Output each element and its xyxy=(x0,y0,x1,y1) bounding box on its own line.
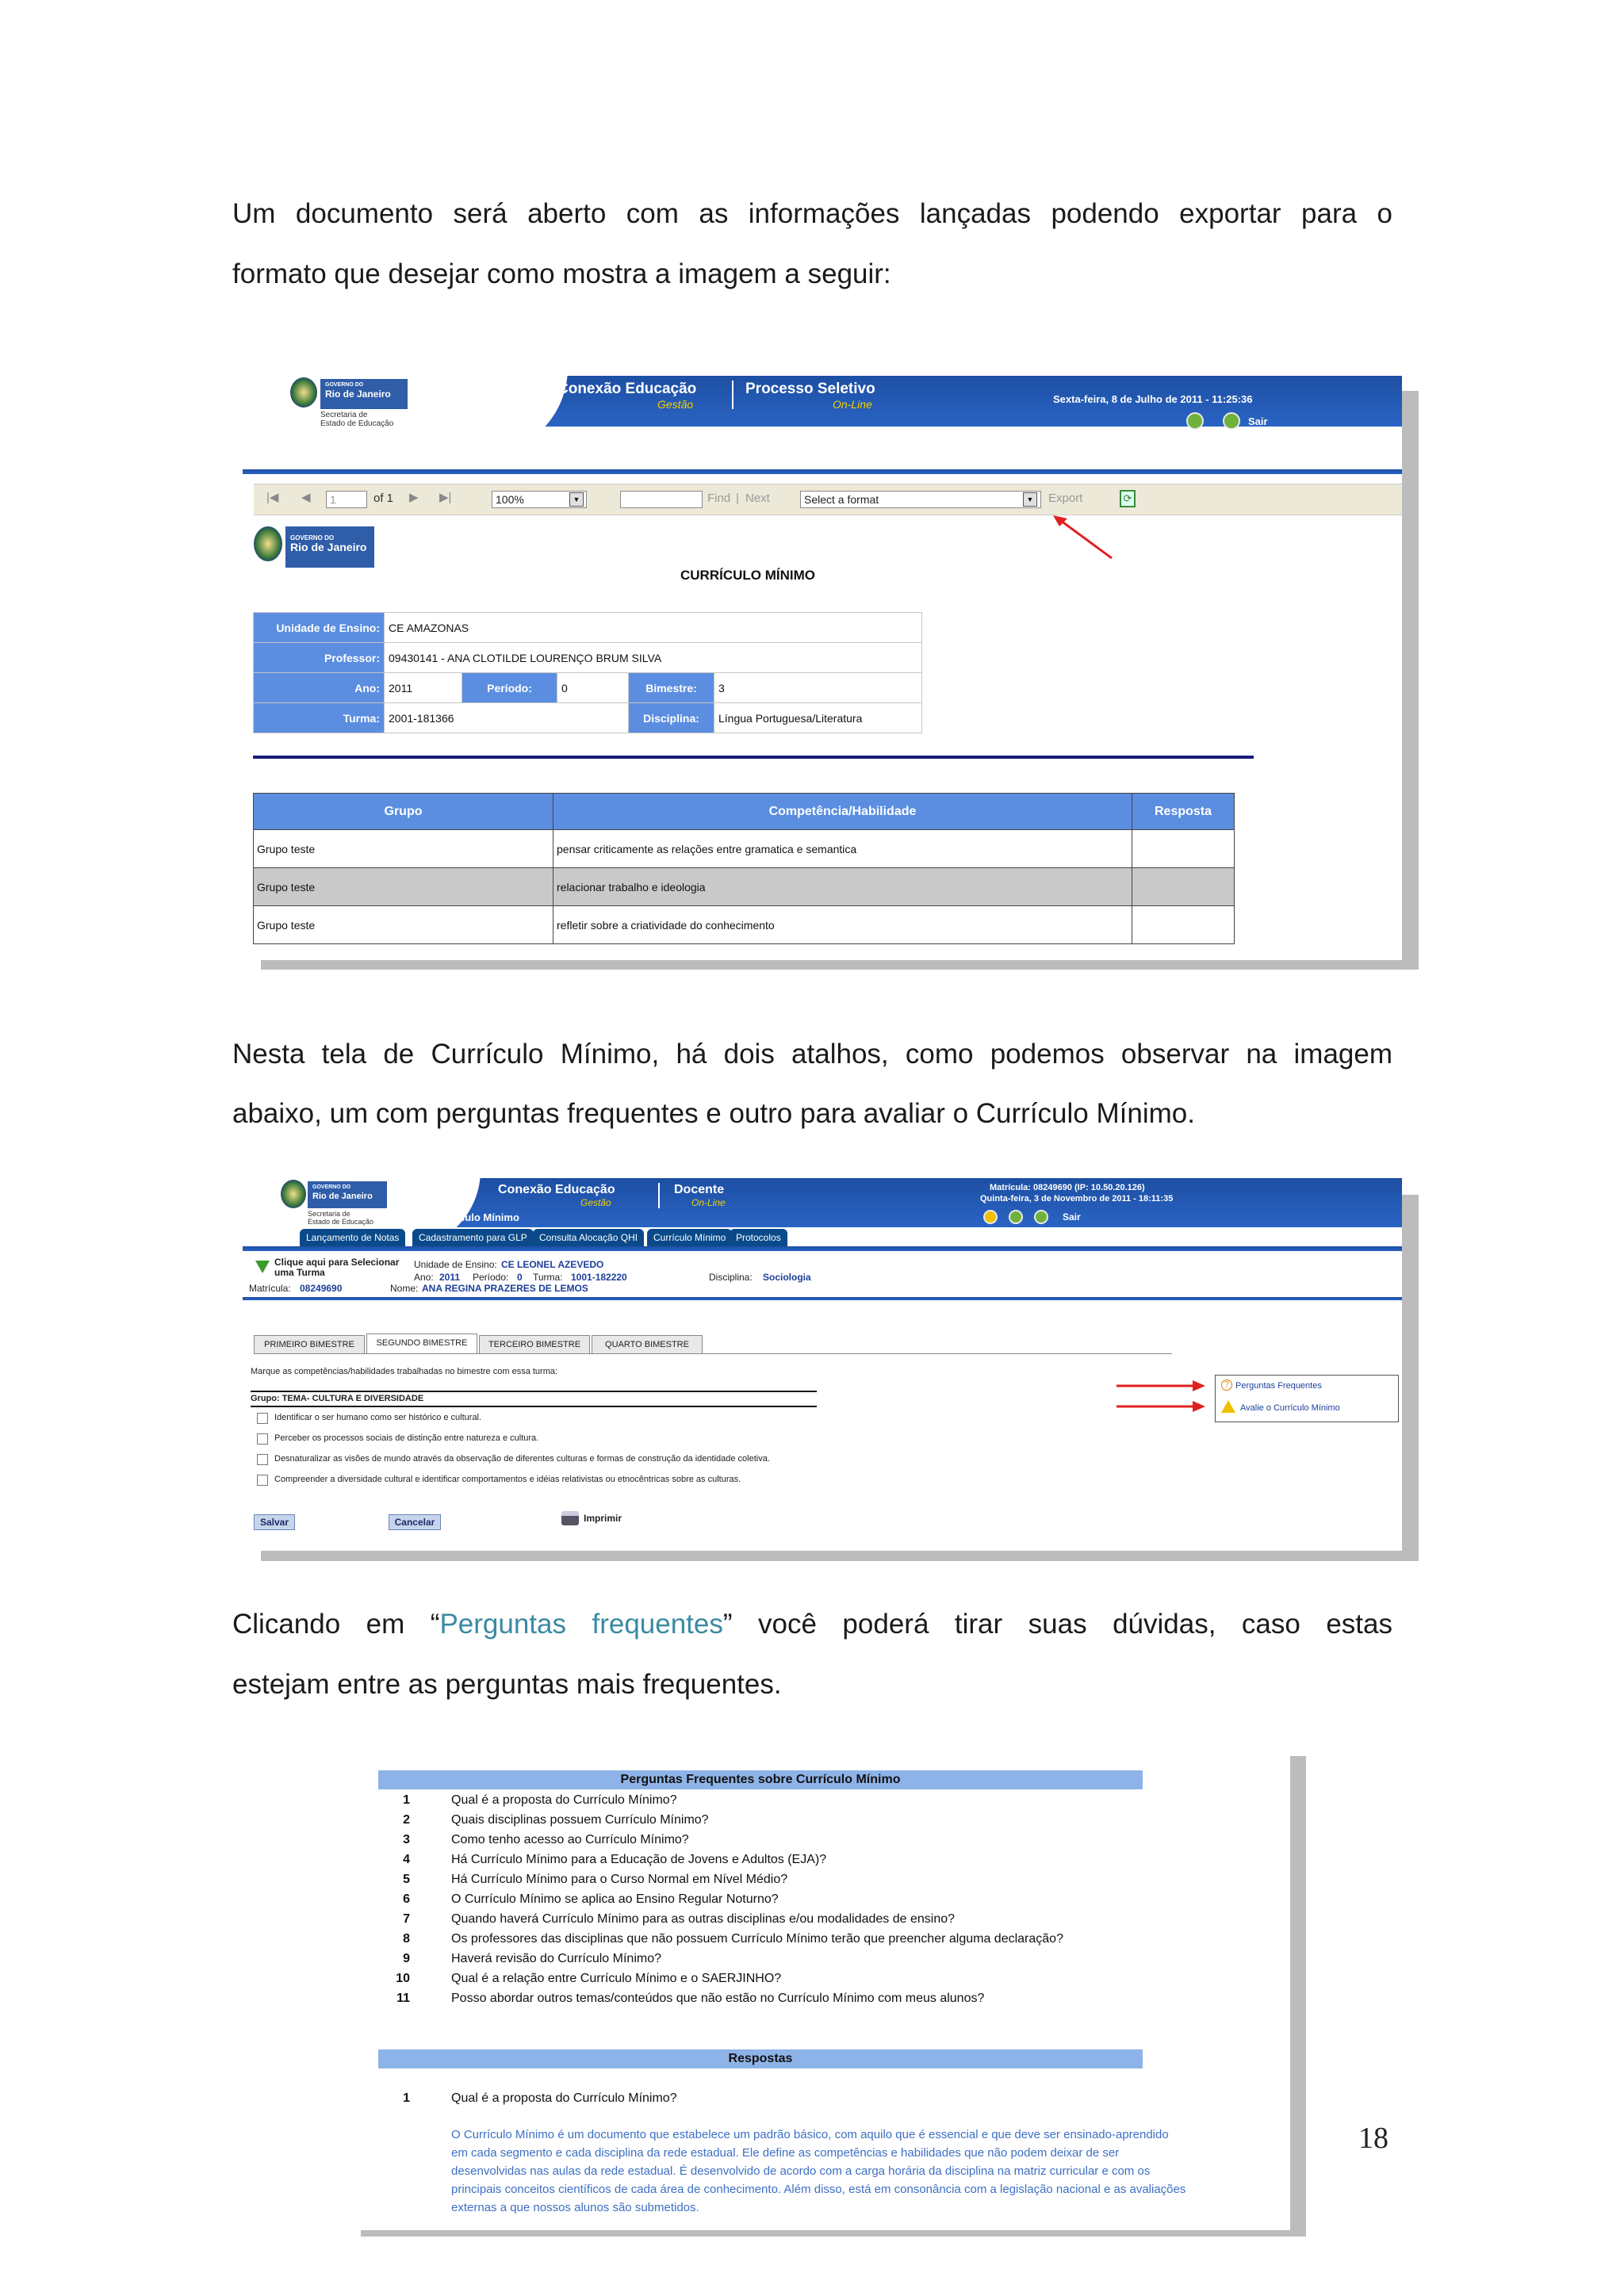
professor-value: 09430141 - ANA CLOTILDE LOURENÇO BRUM SILVA xyxy=(385,643,922,673)
bimestre-value: 3 xyxy=(714,673,922,703)
grid-cell: Grupo teste xyxy=(254,830,553,868)
printer-icon[interactable] xyxy=(561,1511,579,1525)
logo-subtitle: Secretaria de Estado de Educação xyxy=(308,1210,374,1226)
exit-link[interactable]: Sair xyxy=(1248,415,1268,427)
exit-link[interactable]: Sair xyxy=(1063,1211,1081,1223)
home-icon[interactable] xyxy=(983,1210,998,1224)
professor-label: Professor: xyxy=(254,643,385,673)
header-title-2: Processo Seletivo xyxy=(745,381,875,397)
report-logo: GOVERNO DO Rio de Janeiro xyxy=(285,526,374,568)
grid-cell xyxy=(1132,830,1235,868)
ano-value: 2011 xyxy=(439,1272,461,1283)
logo-rio: GOVERNO DO Rio de Janeiro xyxy=(320,379,408,409)
print-link[interactable]: Imprimir xyxy=(584,1513,622,1524)
grid-cell: relacionar trabalho e ideologia xyxy=(553,868,1132,906)
competency-checkbox[interactable] xyxy=(257,1433,268,1445)
matricula-label: Matrícula: xyxy=(249,1283,291,1294)
crest-icon xyxy=(290,377,317,408)
export-link[interactable]: Export xyxy=(1048,492,1083,505)
prev-page-button[interactable]: ◀ xyxy=(301,491,311,504)
grid-header-grupo: Grupo xyxy=(254,794,553,830)
exit-icon[interactable] xyxy=(1034,1210,1048,1224)
group-top-rule xyxy=(251,1391,817,1392)
select-turma-link[interactable]: Clique aqui para Selecionar uma Turma xyxy=(274,1257,400,1278)
find-link[interactable]: Find xyxy=(707,492,731,505)
first-page-button[interactable]: |◀ xyxy=(266,491,279,504)
header-title-1: Conexão Educação xyxy=(557,381,697,397)
competency-label: Perceber os processos sociais de distinção entre natureza e cultura. xyxy=(274,1433,539,1443)
ano-label: Ano: xyxy=(254,673,385,703)
ano-value: 2011 xyxy=(385,673,462,703)
refresh-icon[interactable]: ⟳ xyxy=(1120,490,1136,507)
nav-tab-qhi[interactable]: Consulta Alocação QHI xyxy=(533,1229,644,1246)
download-icon[interactable] xyxy=(1009,1210,1023,1224)
tab-terceiro-bimestre[interactable]: TERCEIRO BIMESTRE xyxy=(479,1335,590,1354)
header-datetime: Quinta-feira, 3 de Novembro de 2011 - 18:11:35 xyxy=(980,1194,1174,1203)
table-row xyxy=(254,830,1235,868)
competency-label: Identificar o ser humano como ser histórico e cultural. xyxy=(274,1413,482,1422)
answers-title: Respostas xyxy=(378,2049,1143,2068)
group-bottom-rule xyxy=(251,1406,817,1407)
tab-segundo-bimestre[interactable]: SEGUNDO BIMESTRE xyxy=(366,1334,477,1354)
table-row xyxy=(254,868,1235,906)
bimestre-label: Bimestre: xyxy=(629,673,714,703)
report-crest-icon xyxy=(254,526,282,561)
unidade-label: Unidade de Ensino: xyxy=(414,1259,497,1270)
ano-label: Ano: xyxy=(414,1272,434,1283)
zoom-dropdown-icon[interactable]: ▼ xyxy=(569,492,584,507)
format-dropdown-icon[interactable]: ▼ xyxy=(1023,492,1037,507)
para3-line-2: estejam entre as perguntas mais frequentes. xyxy=(232,1669,782,1700)
nome-label: Nome: xyxy=(390,1283,419,1294)
save-button[interactable]: Salvar xyxy=(254,1514,295,1530)
grid-cell: Grupo teste xyxy=(254,906,553,944)
intro-line-1: Um documento será aberto com as informações lançadas podendo exportar para o xyxy=(232,198,1392,229)
para3-line-1: Clicando em “Perguntas frequentes” você poderá tirar suas dúvidas, caso estas xyxy=(232,1609,1392,1640)
grid-header-resposta: Resposta xyxy=(1132,794,1235,830)
periodo-label: Período: xyxy=(462,673,557,703)
header-divider xyxy=(658,1183,660,1208)
header-subtitle-1: Gestão xyxy=(580,1197,611,1208)
matricula-value: 08249690 xyxy=(300,1283,343,1294)
next-page-button[interactable]: ▶ xyxy=(409,491,419,504)
header-subtitle-1: Gestão xyxy=(657,398,694,411)
cancel-button[interactable]: Cancelar xyxy=(389,1514,441,1530)
page-count: of 1 xyxy=(373,492,394,505)
group-title: Grupo: TEMA- CULTURA E DIVERSIDADE xyxy=(251,1394,424,1403)
unidade-label: Unidade de Ensino: xyxy=(254,613,385,643)
unidade-value: CE AMAZONAS xyxy=(385,613,922,643)
table-row xyxy=(254,906,1235,944)
select-turma-icon[interactable] xyxy=(255,1261,270,1273)
grid-cell xyxy=(1132,868,1235,906)
logo-subtitle: Secretaria de Estado de Educação xyxy=(320,411,394,428)
header-title-2: Docente xyxy=(674,1183,725,1196)
grid-cell: refletir sobre a criatividade do conhecimento xyxy=(553,906,1132,944)
nome-value: ANA REGINA PRAZERES DE LEMOS xyxy=(422,1283,588,1294)
periodo-label: Período: xyxy=(473,1272,509,1283)
grid-cell: pensar criticamente as relações entre gramatica e semantica xyxy=(553,830,1132,868)
disciplina-value: Sociologia xyxy=(763,1272,811,1283)
competency-label: Desnaturalizar as visões de mundo através da observação de diferentes culturas e formas de construção da identidade coletiva. xyxy=(274,1454,770,1464)
crest-icon xyxy=(281,1180,306,1208)
grid-cell: Grupo teste xyxy=(254,868,553,906)
disciplina-value: Língua Portuguesa/Literatura xyxy=(714,703,922,733)
disciplina-label: Disciplina: xyxy=(709,1272,753,1283)
competency-checkbox[interactable] xyxy=(257,1454,268,1465)
warning-icon xyxy=(1221,1400,1235,1413)
tabs-baseline xyxy=(254,1353,1172,1354)
header-subtitle-2: On-Line xyxy=(691,1197,726,1208)
tab-quarto-bimestre[interactable]: QUARTO BIMESTRE xyxy=(592,1335,703,1354)
instruction-text: Marque as competências/habilidades trabalhadas no bimestre com essa turma: xyxy=(251,1367,558,1376)
periodo-value: 0 xyxy=(557,673,629,703)
header-datetime: Sexta-feira, 8 de Julho de 2011 - 11:25:36 xyxy=(1053,393,1253,405)
tab-primeiro-bimestre[interactable]: PRIMEIRO BIMESTRE xyxy=(254,1335,365,1354)
competency-checkbox[interactable] xyxy=(257,1475,268,1486)
info-underline xyxy=(243,1297,1402,1300)
header-divider xyxy=(732,381,733,409)
nav-underline xyxy=(243,1246,1402,1251)
arrow-annotation-icon xyxy=(1051,514,1115,561)
exit-icon[interactable] xyxy=(1223,412,1240,430)
competency-label: Compreender a diversidade cultural e identificar comportamentos e idéias relativistas ou etnocêntricas sobre as culturas. xyxy=(274,1475,741,1484)
arrow-evaluate-icon xyxy=(1115,1400,1207,1413)
header-subtitle-2: On-Line xyxy=(833,398,872,411)
intro-line-2: formato que desejar como mostra a imagem a seguir: xyxy=(232,258,891,289)
header-underline xyxy=(243,469,1402,474)
unidade-value: CE LEONEL AZEVEDO xyxy=(501,1259,604,1270)
turma-value: 2001-181366 xyxy=(385,703,629,733)
zoom-select[interactable]: 100% xyxy=(492,491,587,508)
competencies-table xyxy=(253,793,1235,944)
grid-header-competencia: Competência/Habilidade xyxy=(553,794,1132,830)
faq-link[interactable]: Perguntas Frequentes xyxy=(1235,1381,1322,1391)
competency-checkbox[interactable] xyxy=(257,1413,268,1424)
header-matricula: Matrícula: 08249690 (IP: 10.50.20.126) xyxy=(990,1183,1145,1192)
logo-rio: GOVERNO DO Rio de Janeiro xyxy=(308,1181,387,1208)
header-title-1: Conexão Educação xyxy=(498,1183,615,1196)
module-name: Currículo Mínimo xyxy=(435,1211,519,1223)
next-link[interactable]: Next xyxy=(745,492,770,505)
arrow-faq-icon xyxy=(1115,1380,1207,1392)
evaluate-link[interactable]: Avalie o Currículo Mínimo xyxy=(1240,1403,1340,1413)
periodo-value: 0 xyxy=(517,1272,523,1283)
turma-label: Turma: xyxy=(533,1272,563,1283)
faq-title: Perguntas Frequentes sobre Currículo Mínimo xyxy=(378,1770,1143,1789)
home-icon[interactable] xyxy=(1186,412,1204,430)
turma-label: Turma: xyxy=(254,703,385,733)
screenshot-1 xyxy=(243,376,1402,960)
help-icon: ? xyxy=(1221,1380,1232,1391)
para2-line-1: Nesta tela de Currículo Mínimo, há dois atalhos, como podemos observar na imagem xyxy=(232,1039,1392,1070)
faq-reference: Perguntas frequentes xyxy=(439,1609,723,1640)
disciplina-label: Disciplina: xyxy=(629,703,714,733)
turma-value: 1001-182220 xyxy=(571,1272,627,1283)
screenshot-3: Perguntas Frequentes sobre Currículo Mínimo 1 Qual é a proposta do Currículo Mínimo? 2 Quais disciplinas possuem Currículo Mínimo? 3 Como tenho acesso ao Currículo Mínimo? 4 Há Currículo Mínimo para a Educação de Jovens e Adultos (EJA)? 5 Há Currículo Mínimo para o Curso Normal em Nível Médio? 6 O Currículo Mínimo se aplica ao Ensino Regular Noturno? 7 Quando haverá Currículo Mínimo para as outras disciplinas e/ou modalidades de ensino? 8 Os professores das disciplinas que não possuem Currículo Mínimo terão que preencher alguma declaração? 9 Haverá revisão do Currículo Mínimo? 10 Qual é a relação entre Currículo Mínimo e o SAERJINHO? 11 Posso abordar outros temas/conteúdos que não estão no Currículo Mínimo com meus alunos? Respostas 1 Qual é a proposta do Currículo Mínimo? O Currículo Mínimo é um documento que estabelece um padrão básico, com aquilo que é essencial e que deve ser ensinado-aprendido em cada segmento e cada disciplina da rede estadual. Ele define as competências e habilidades que não podem deixar de ser desenvolvidas nas aulas da rede estadual. É desenvolvido de acordo com a carga horária da disciplina na matriz curricular e com os principais conceitos científicos de cada área de conhecimento. Além disso, está em consonância com a legislação nacional e as avaliações externas a que nossos alunos são submetidos. xyxy=(358,1756,1290,2230)
nav-tab-curriculo[interactable]: Currículo Mínimo xyxy=(647,1229,732,1246)
format-select[interactable]: Select a format xyxy=(800,491,1041,508)
nav-tab-protocolos[interactable]: Protocolos xyxy=(730,1229,787,1246)
nav-tab-notas[interactable]: Lançamento de Notas xyxy=(300,1229,405,1246)
report-title: CURRÍCULO MÍNIMO xyxy=(680,568,815,583)
para2-line-2: abaixo, um com perguntas frequentes e outro para avaliar o Currículo Mínimo. xyxy=(232,1098,1195,1129)
answer-text: O Currículo Mínimo é um documento que estabelece um padrão básico, com aquilo que é essencial e que deve ser ensinado-aprendido em cada segmento e cada disciplina da rede estadual. Ele define as competências e habilidades que não podem deixar de ser desenvolvidas nas aulas da rede estadual. É desenvolvido de acordo com a carga horária da disciplina na matriz curricular e com os principais conceitos científicos de cada área de conhecimento. Além disso, está em consonância com a legislação nacional e as avaliações externas a que nossos alunos são submetidos. xyxy=(451,2128,1186,2214)
screenshot-2 xyxy=(243,1178,1402,1551)
page-input[interactable]: 1 xyxy=(326,491,367,508)
find-input[interactable] xyxy=(620,491,703,508)
last-page-button[interactable]: ▶| xyxy=(439,491,452,504)
section-divider xyxy=(253,756,1254,759)
info-table xyxy=(253,612,922,733)
find-separator: | xyxy=(736,492,739,505)
grid-cell xyxy=(1132,906,1235,944)
nav-tab-glp[interactable]: Cadastramento para GLP xyxy=(412,1229,534,1246)
page-number: 18 xyxy=(1358,2122,1388,2155)
